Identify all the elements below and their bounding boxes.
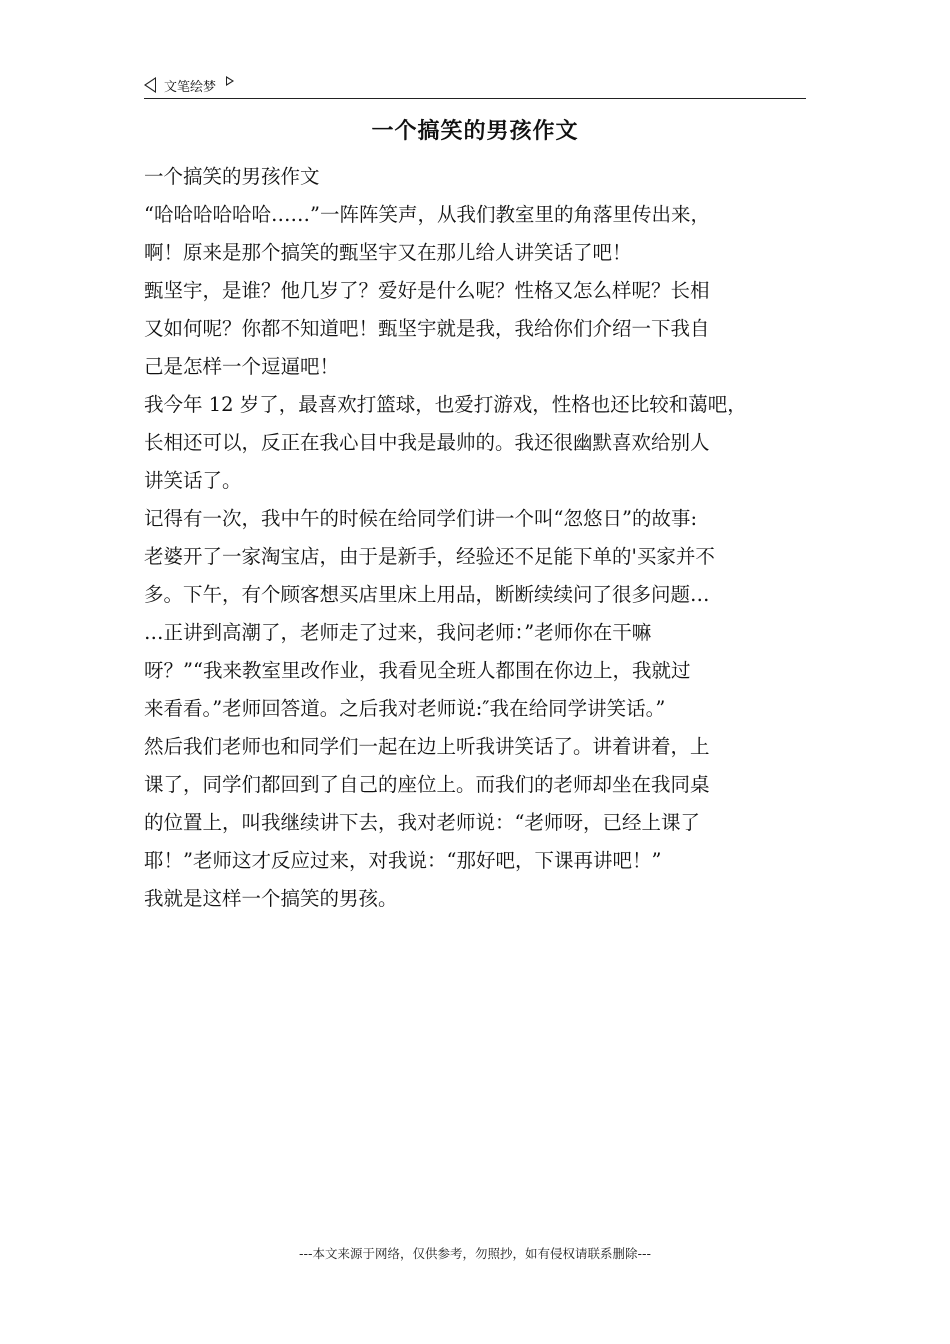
body-line: 记得有一次，我中午的时候在给同学们讲一个叫“忽悠日”的故事:	[144, 507, 698, 530]
body-line: 啊！原来是那个搞笑的甄坚宇又在那儿给人讲笑话了吧！	[144, 241, 632, 264]
body-line: 我就是这样一个搞笑的男孩。	[144, 887, 398, 910]
body-line: 甄坚宇，是谁？他几岁了？爱好是什么呢？性格又怎么样呢？长相	[144, 279, 710, 302]
body-line: 然后我们老师也和同学们一起在边上听我讲笑话了。讲着讲着，上	[144, 735, 710, 758]
document-body	[144, 158, 824, 918]
body-line: 多。下午，有个顾客想买店里床上用品，断断续续问了很多问题…	[144, 583, 710, 606]
body-line: 讲笑话了。	[144, 469, 242, 492]
body-line: 老婆开了一家淘宝店，由于是新手，经验还不足能下单的'买家并不	[144, 545, 715, 568]
body-line: 我今年 12 岁了，最喜欢打篮球，也爱打游戏，性格也还比较和蔼吧，	[144, 393, 747, 416]
body-line: “哈哈哈哈哈哈……”一阵阵笑声，从我们教室里的角落里传出来，	[144, 203, 710, 226]
triangle-right-icon	[226, 76, 234, 86]
triangle-left-icon	[144, 77, 156, 93]
body-line: …正讲到高潮了，老师走了过来，我问老师：”老师你在干嘛	[144, 621, 652, 644]
body-line: 呀？”“我来教室里改作业，我看见全班人都围在你边上，我就过	[144, 659, 691, 682]
body-line: 的位置上，叫我继续讲下去，我对老师说：“老师呀，已经上课了	[144, 811, 700, 834]
body-line: 己是怎样一个逗逼吧！	[144, 355, 340, 378]
body-line: 一个搞笑的男孩作文	[144, 165, 320, 188]
body-line: 长相还可以，反正在我心目中我是最帅的。我还很幽默喜欢给别人	[144, 431, 710, 454]
header-label: 文笔绘梦	[164, 79, 217, 95]
body-line: 耶！”老师这才反应过来，对我说：“那好吧，下课再讲吧！”	[144, 849, 662, 872]
page-header	[144, 72, 806, 99]
document-title: 一个搞笑的男孩作文	[371, 119, 579, 144]
body-line: 又如何呢？你都不知道吧！甄坚宇就是我，我给你们介绍一下我自	[144, 317, 710, 340]
body-line: 来看看。”老师回答道。之后我对老师说:″我在给同学讲笑话。”	[144, 697, 666, 720]
body-line: 课了，同学们都回到了自己的座位上。而我们的老师却坐在我同桌	[144, 773, 710, 796]
page-footer-disclaimer: ---本文来源于网络，仅供参考，勿照抄，如有侵权请联系删除---	[298, 1246, 652, 1261]
